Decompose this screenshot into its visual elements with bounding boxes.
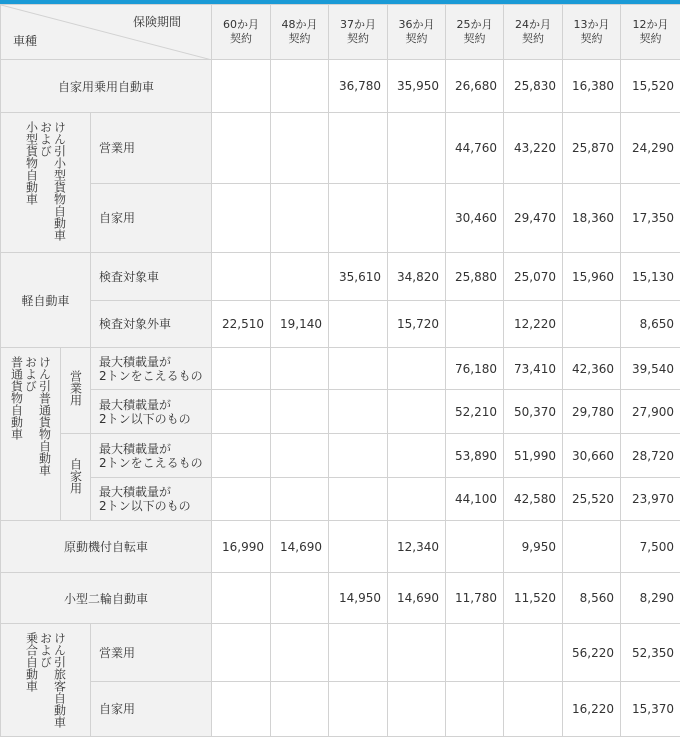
- table-cell: [563, 521, 621, 573]
- table-cell: 30,460: [446, 184, 504, 253]
- table-cell: 29,470: [504, 184, 563, 253]
- table-cell: 15,370: [621, 682, 680, 737]
- table-cell: 8,290: [621, 573, 680, 624]
- table-cell: 15,720: [388, 301, 446, 348]
- table-cell: 25,520: [563, 478, 621, 521]
- row-label-p-over: 最大積載量が 2トンをこえるもの: [91, 434, 212, 478]
- table-cell: 52,350: [621, 624, 680, 682]
- table-cell: [271, 478, 329, 521]
- vehicle-type-label: 車種: [13, 32, 37, 49]
- table-cell: [212, 348, 271, 390]
- table-cell: 42,360: [563, 348, 621, 390]
- table-cell: [212, 478, 271, 521]
- table-cell: [271, 184, 329, 253]
- table-cell: [329, 348, 388, 390]
- table-cell: 35,950: [388, 60, 446, 113]
- table-cell: 73,410: [504, 348, 563, 390]
- table-cell: [271, 434, 329, 478]
- table-row: [1, 682, 680, 737]
- row-label-light-inspected: 検査対象車: [91, 253, 212, 301]
- table-row: [1, 301, 680, 348]
- table-cell: [388, 184, 446, 253]
- row-label-small-truck-private: 自家用: [91, 184, 212, 253]
- table-cell: 42,580: [504, 478, 563, 521]
- table-cell: [329, 390, 388, 434]
- table-cell: [388, 682, 446, 737]
- header-row: [1, 5, 680, 60]
- table-row: [1, 348, 680, 390]
- row-label-moped: 原動機付自転車: [1, 521, 212, 573]
- col-header-25: 25か月 契約: [446, 5, 504, 60]
- table-cell: [212, 184, 271, 253]
- table-row: [1, 390, 680, 434]
- table-cell: 17,350: [621, 184, 680, 253]
- table-cell: 39,540: [621, 348, 680, 390]
- table-cell: [563, 301, 621, 348]
- table-cell: 8,650: [621, 301, 680, 348]
- col-header-13: 13か月 契約: [563, 5, 621, 60]
- table-cell: 16,990: [212, 521, 271, 573]
- group-label-bus: 乗合自動車 および けん引旅客自動車: [1, 624, 91, 737]
- row-label-private-car: 自家用乗用自動車: [1, 60, 212, 113]
- table-cell: [446, 301, 504, 348]
- table-row: [1, 113, 680, 184]
- table-cell: [329, 434, 388, 478]
- col-header-12: 12か月 契約: [621, 5, 680, 60]
- table-cell: 15,520: [621, 60, 680, 113]
- table-cell: [329, 113, 388, 184]
- table-cell: 25,870: [563, 113, 621, 184]
- row-label-small-truck-business: 営業用: [91, 113, 212, 184]
- table-cell: 35,610: [329, 253, 388, 301]
- table-row: [1, 253, 680, 301]
- table-cell: 30,660: [563, 434, 621, 478]
- table-cell: 28,720: [621, 434, 680, 478]
- table-cell: [329, 478, 388, 521]
- row-label-b-under: 最大積載量が 2トン以下のもの: [91, 390, 212, 434]
- row-label-small-motorcycle: 小型二輪自動車: [1, 573, 212, 624]
- table-cell: [446, 682, 504, 737]
- table-cell: 16,220: [563, 682, 621, 737]
- table-cell: [388, 434, 446, 478]
- table-row: [1, 624, 680, 682]
- table-cell: [329, 521, 388, 573]
- col-header-36: 36か月 契約: [388, 5, 446, 60]
- table-cell: 34,820: [388, 253, 446, 301]
- table-cell: 16,380: [563, 60, 621, 113]
- table-cell: 27,900: [621, 390, 680, 434]
- table-cell: [271, 573, 329, 624]
- table-cell: [271, 113, 329, 184]
- table-cell: [212, 113, 271, 184]
- table-cell: [271, 624, 329, 682]
- table-cell: 26,680: [446, 60, 504, 113]
- table-cell: 15,960: [563, 253, 621, 301]
- row-label-light-not-inspected: 検査対象外車: [91, 301, 212, 348]
- group-label-light-car: 軽自動車: [1, 253, 91, 348]
- table-row: [1, 478, 680, 521]
- table-cell: 25,070: [504, 253, 563, 301]
- table-cell: [212, 682, 271, 737]
- col-header-60: 60か月 契約: [212, 5, 271, 60]
- row-label-bus-private: 自家用: [91, 682, 212, 737]
- table-cell: 53,890: [446, 434, 504, 478]
- row-label-b-over: 最大積載量が 2トンをこえるもの: [91, 348, 212, 390]
- group-label-normal-truck-business: 営業用: [61, 348, 91, 434]
- table-cell: [271, 60, 329, 113]
- table-cell: [271, 682, 329, 737]
- table-cell: 50,370: [504, 390, 563, 434]
- table-cell: 7,500: [621, 521, 680, 573]
- table-cell: 76,180: [446, 348, 504, 390]
- table-cell: 43,220: [504, 113, 563, 184]
- col-header-24: 24か月 契約: [504, 5, 563, 60]
- table-cell: [212, 390, 271, 434]
- table-row: [1, 434, 680, 478]
- table-cell: 56,220: [563, 624, 621, 682]
- table-cell: [388, 348, 446, 390]
- table-cell: [212, 60, 271, 113]
- table-cell: [329, 301, 388, 348]
- table-cell: [329, 184, 388, 253]
- table-cell: [271, 348, 329, 390]
- row-label-bus-business: 営業用: [91, 624, 212, 682]
- table-cell: [329, 624, 388, 682]
- table-cell: 12,220: [504, 301, 563, 348]
- table-cell: 51,990: [504, 434, 563, 478]
- table-cell: 44,100: [446, 478, 504, 521]
- table-cell: 14,690: [388, 573, 446, 624]
- table-cell: [212, 624, 271, 682]
- col-header-37: 37か月 契約: [329, 5, 388, 60]
- table-cell: 12,340: [388, 521, 446, 573]
- header-corner: [1, 5, 212, 60]
- row-label-p-under: 最大積載量が 2トン以下のもの: [91, 478, 212, 521]
- table-cell: 14,690: [271, 521, 329, 573]
- table-cell: [271, 253, 329, 301]
- table-row: [1, 60, 680, 113]
- table-cell: 52,210: [446, 390, 504, 434]
- table-cell: [388, 390, 446, 434]
- table-cell: 9,950: [504, 521, 563, 573]
- table-cell: 44,760: [446, 113, 504, 184]
- table-row: [1, 521, 680, 573]
- table-cell: [504, 682, 563, 737]
- table-cell: [212, 253, 271, 301]
- table-row: [1, 573, 680, 624]
- table-cell: [388, 478, 446, 521]
- group-label-small-truck: 小型貨物自動車 および けん引小型貨物自動車: [1, 113, 91, 253]
- table-cell: [446, 624, 504, 682]
- group-label-normal-truck-private: 自家用: [61, 434, 91, 521]
- table-cell: [504, 624, 563, 682]
- table-cell: 8,560: [563, 573, 621, 624]
- period-label: 保険期間: [133, 13, 181, 30]
- table-cell: [271, 390, 329, 434]
- group-label-normal-truck: 普通貨物自動車 および けん引普通貨物自動車: [1, 348, 61, 521]
- table-cell: [388, 624, 446, 682]
- col-header-48: 48か月 契約: [271, 5, 329, 60]
- table-cell: 19,140: [271, 301, 329, 348]
- table-cell: 24,290: [621, 113, 680, 184]
- premium-table: [0, 4, 680, 737]
- table-cell: 23,970: [621, 478, 680, 521]
- table-cell: 11,520: [504, 573, 563, 624]
- table-cell: [212, 573, 271, 624]
- table-cell: 11,780: [446, 573, 504, 624]
- table-cell: [212, 434, 271, 478]
- table-cell: [388, 113, 446, 184]
- table-cell: 25,880: [446, 253, 504, 301]
- table-cell: 15,130: [621, 253, 680, 301]
- table-cell: 29,780: [563, 390, 621, 434]
- table-row: [1, 184, 680, 253]
- table-cell: 25,830: [504, 60, 563, 113]
- table-cell: 36,780: [329, 60, 388, 113]
- table-cell: 14,950: [329, 573, 388, 624]
- table-cell: [446, 521, 504, 573]
- table-cell: 18,360: [563, 184, 621, 253]
- table-cell: 22,510: [212, 301, 271, 348]
- table-cell: [329, 682, 388, 737]
